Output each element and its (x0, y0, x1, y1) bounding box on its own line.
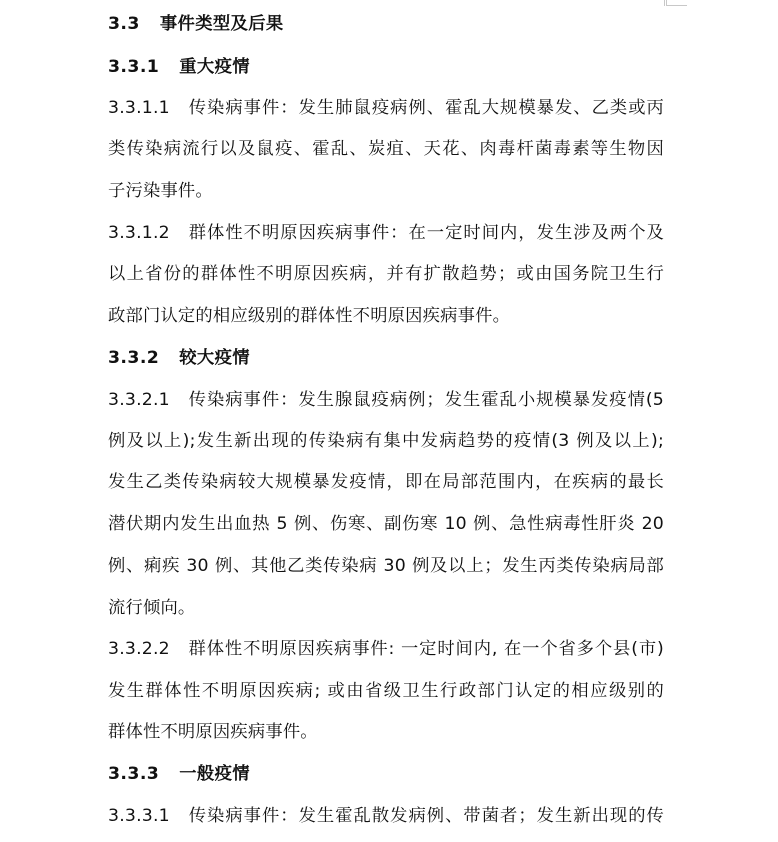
paragraph-line (108, 804, 664, 828)
clause-number: 3.3.3.1 (108, 806, 170, 826)
paragraph-line (108, 388, 664, 412)
clause-text: 子污染事件。 (108, 181, 213, 201)
clause-text: 发生乙类传染病较大规模暴发疫情，即在局部范围内，在疾病的最长 (108, 472, 664, 492)
page-corner-mark-right (666, 0, 687, 6)
clause-text: 群体性不明原因疾病事件: 一定时间内, 在一个省多个县(市) (187, 639, 664, 659)
clause-text: 以上省份的群体性不明原因疾病，并有扩散趋势；或由国务院卫生行 (108, 264, 664, 284)
clause-number: 3.3.1.2 (108, 223, 170, 243)
subsection-title: 一般疫情 (179, 764, 250, 784)
subsection-number: 3.3.2 (108, 348, 160, 368)
subsection-heading (108, 346, 664, 370)
paragraph-line (108, 304, 664, 328)
paragraph-line (108, 137, 664, 161)
subsection-heading (108, 55, 664, 79)
paragraph-line (108, 637, 664, 661)
section-title: 事件类型及后果 (159, 14, 284, 34)
paragraph-line (108, 179, 664, 203)
subsection-title: 较大疫情 (179, 348, 250, 368)
clause-text: 政部门认定的相应级别的群体性不明原因疾病事件。 (108, 306, 511, 326)
section-number: 3.3 (108, 14, 140, 34)
clause-number: 3.3.1.1 (108, 98, 170, 118)
subsection-number: 3.3.1 (108, 57, 160, 77)
clause-text: 例、痢疾 30 例、其他乙类传染病 30 例及以上；发生丙类传染病局部 (108, 556, 664, 576)
clause-text: 传染病事件：发生腺鼠疫病例；发生霍乱小规模暴发疫情(5 (187, 390, 664, 410)
paragraph-line (108, 221, 664, 245)
clause-text: 例及以上);发生新出现的传染病有集中发病趋势的疫情(3 例及以上); (108, 431, 664, 451)
clause-text: 潜伏期内发生出血热 5 例、伤寒、副伤寒 10 例、急性病毒性肝炎 20 (108, 514, 664, 534)
clause-text: 传染病事件：发生肺鼠疫病例、霍乱大规模暴发、乙类或丙 (187, 98, 664, 118)
paragraph-line (108, 679, 664, 703)
paragraph-line (108, 554, 664, 578)
clause-text: 发生群体性不明原因疾病; 或由省级卫生行政部门认定的相应级别的 (108, 681, 664, 701)
paragraph-line (108, 262, 664, 286)
section-heading (108, 12, 664, 36)
clause-text: 群体性不明原因疾病事件。 (108, 722, 318, 742)
page-corner-mark-left (664, 0, 665, 6)
paragraph-line (108, 429, 664, 453)
clause-number: 3.3.2.2 (108, 639, 170, 659)
clause-number: 3.3.2.1 (108, 390, 170, 410)
paragraph-line (108, 720, 664, 744)
clause-text: 类传染病流行以及鼠疫、霍乱、炭疽、天花、肉毒杆菌毒素等生物因 (108, 139, 664, 159)
paragraph-line (108, 96, 664, 120)
clause-text: 传染病事件：发生霍乱散发病例、带菌者；发生新出现的传 (187, 806, 664, 826)
clause-text: 流行倾向。 (108, 598, 196, 618)
subsection-number: 3.3.3 (108, 764, 160, 784)
paragraph-line (108, 470, 664, 494)
clause-text: 群体性不明原因疾病事件：在一定时间内，发生涉及两个及 (187, 223, 664, 243)
subsection-heading (108, 762, 664, 786)
paragraph-line (108, 596, 664, 620)
subsection-title: 重大疫情 (179, 57, 250, 77)
paragraph-line (108, 512, 664, 536)
